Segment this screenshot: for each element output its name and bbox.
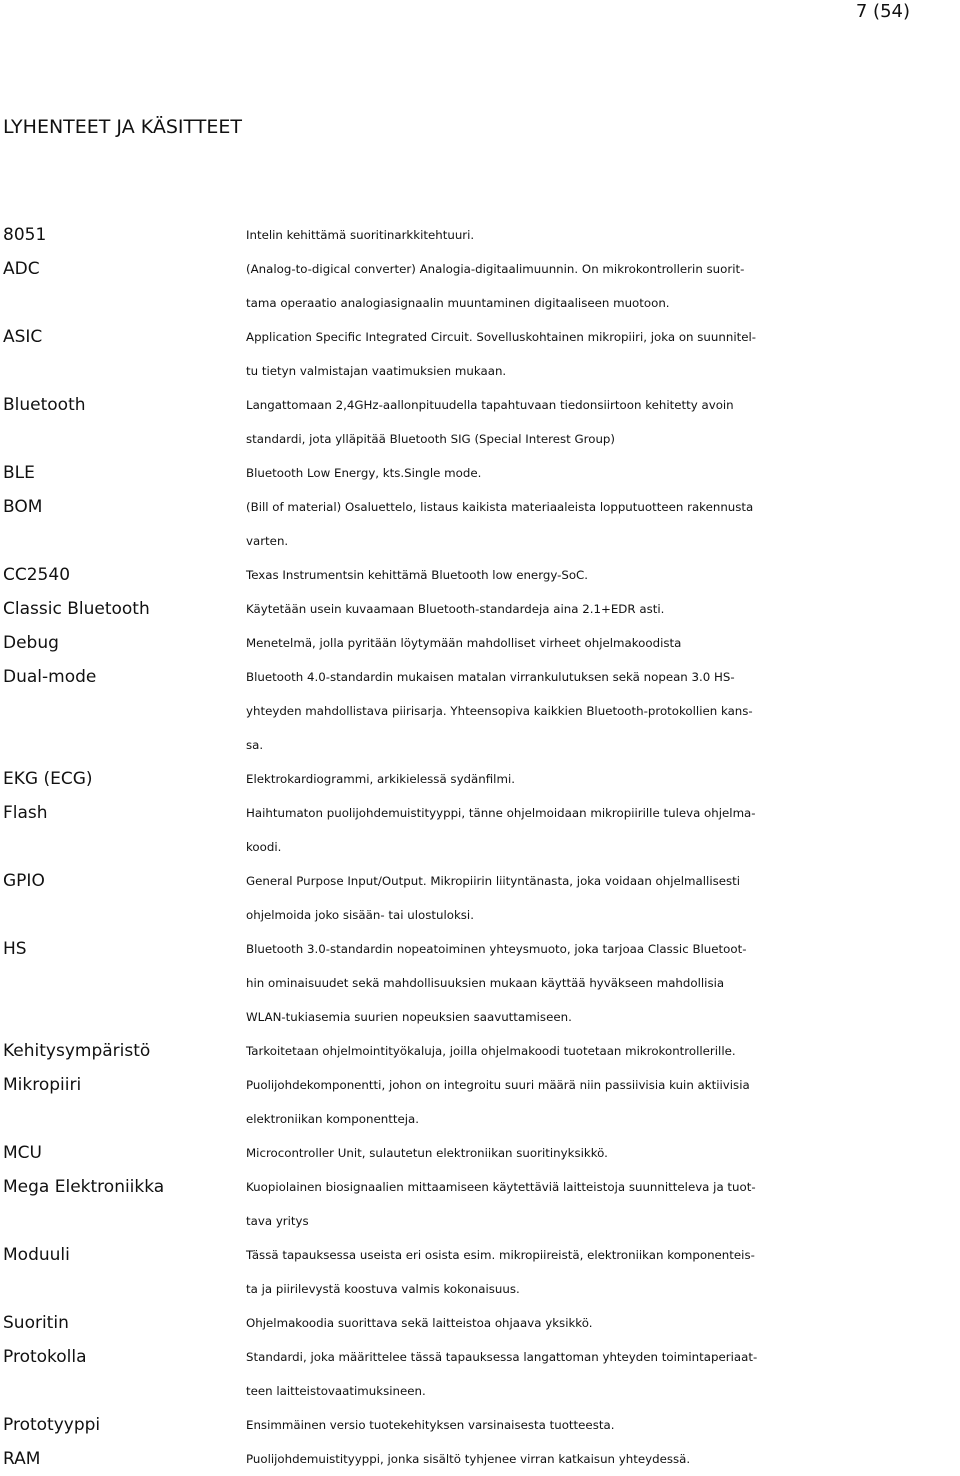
glossary-definition: [246, 762, 956, 796]
definition-line: Bluetooth 4.0-standardin mukaisen matalan virrankulutuksen sekä nopean 3.0 HS-: [246, 670, 735, 684]
glossary-entry: [0, 1034, 960, 1068]
definition-line: WLAN-tukiasemia suurien nopeuksien saavuttamiseen.: [246, 1010, 572, 1024]
glossary-term: Protokolla: [3, 1347, 87, 1367]
glossary-term: Suoritin: [3, 1313, 69, 1333]
definition-line: tama operaatio analogiasignaalin muuntaminen digitaaliseen muotoon.: [246, 296, 670, 310]
glossary-definition: [246, 1238, 956, 1306]
glossary-definition: [246, 1068, 956, 1136]
glossary-term: Kehitysympäristö: [3, 1041, 151, 1061]
definition-line: Langattomaan 2,4GHz-aallonpituudella tapahtuvaan tiedonsiirtoon kehitetty avoin: [246, 398, 734, 412]
glossary-term: ASIC: [3, 327, 43, 347]
glossary-entry: [0, 932, 960, 1034]
glossary-definition: [246, 456, 956, 490]
glossary-term: Dual-mode: [3, 667, 97, 687]
glossary-entry: [0, 1136, 960, 1170]
glossary-term: Classic Bluetooth: [3, 599, 150, 619]
definition-line: Elektrokardiogrammi, arkikielessä sydänfilmi.: [246, 772, 515, 786]
definition-line: Käytetään usein kuvaamaan Bluetooth-standardeja aina 2.1+EDR asti.: [246, 602, 665, 616]
glossary-list: [0, 218, 960, 1476]
definition-line: Bluetooth Low Energy, kts.Single mode.: [246, 466, 482, 480]
glossary-term: HS: [3, 939, 27, 959]
glossary-term: GPIO: [3, 871, 45, 891]
glossary-definition: [246, 1306, 956, 1340]
definition-line: Menetelmä, jolla pyritään löytymään mahdolliset virheet ohjelmakoodista: [246, 636, 682, 650]
glossary-entry: [0, 218, 960, 252]
glossary-definition: [246, 1034, 956, 1068]
definition-line: elektroniikan komponentteja.: [246, 1112, 419, 1126]
glossary-definition: [246, 592, 956, 626]
definition-line: ta ja piirilevystä koostuva valmis kokonaisuus.: [246, 1282, 520, 1296]
glossary-entry: [0, 558, 960, 592]
glossary-term: EKG (ECG): [3, 769, 93, 789]
glossary-definition: [246, 490, 956, 558]
glossary-term: Mega Elektroniikka: [3, 1177, 165, 1197]
glossary-definition: [246, 1136, 956, 1170]
glossary-entry: [0, 762, 960, 796]
definition-line: hin ominaisuudet sekä mahdollisuuksien mukaan käyttää hyväkseen mahdollisia: [246, 976, 725, 990]
section-heading: LYHENTEET JA KÄSITTEET: [3, 116, 243, 138]
definition-line: varten.: [246, 534, 289, 548]
definition-line: Bluetooth 3.0-standardin nopeatoiminen yhteysmuoto, joka tarjoaa Classic Bluetoot-: [246, 942, 747, 956]
glossary-definition: [246, 252, 956, 320]
glossary-entry: [0, 320, 960, 388]
glossary-definition: [246, 796, 956, 864]
glossary-entry: [0, 1170, 960, 1238]
definition-line: (Bill of material) Osaluettelo, listaus kaikista materiaaleista lopputuotteen rakennusta: [246, 500, 754, 514]
glossary-definition: [246, 218, 956, 252]
definition-line: Intelin kehittämä suoritinarkkitehtuuri.: [246, 228, 475, 242]
definition-line: ohjelmoida joko sisään- tai ulostuloksi.: [246, 908, 474, 922]
definition-line: Texas Instrumentsin kehittämä Bluetooth low energy-SoC.: [246, 568, 589, 582]
glossary-entry: [0, 1408, 960, 1442]
glossary-entry: [0, 252, 960, 320]
definition-line: yhteyden mahdollistava piirisarja. Yhteensopiva kaikkien Bluetooth-protokollien kans-: [246, 704, 753, 718]
glossary-term: Moduuli: [3, 1245, 70, 1265]
definition-line: General Purpose Input/Output. Mikropiirin liityntänasta, joka voidaan ohjelmallisesti: [246, 874, 741, 888]
definition-line: Puolijohdekomponentti, johon on integroitu suuri määrä niin passiivisia kuin aktiivisia: [246, 1078, 750, 1092]
glossary-definition: [246, 864, 956, 932]
glossary-definition: [246, 1340, 956, 1408]
glossary-entry: [0, 1068, 960, 1136]
glossary-definition: [246, 660, 956, 762]
glossary-definition: [246, 388, 956, 456]
glossary-entry: [0, 456, 960, 490]
glossary-entry: [0, 1340, 960, 1408]
definition-line: Kuopiolainen biosignaalien mittaamiseen käytettäviä laitteistoja suunnitteleva ja tuot-: [246, 1180, 756, 1194]
definition-line: teen laitteistovaatimuksineen.: [246, 1384, 426, 1398]
definition-line: (Analog-to-digical converter) Analogia-digitaalimuunnin. On mikrokontrollerin suorit-: [246, 262, 745, 276]
glossary-term: CC2540: [3, 565, 71, 585]
glossary-entry: [0, 660, 960, 762]
glossary-definition: [246, 626, 956, 660]
glossary-definition: [246, 1408, 956, 1442]
definition-line: Standardi, joka määrittelee tässä tapauksessa langattoman yhteyden toimintaperiaat-: [246, 1350, 758, 1364]
glossary-entry: [0, 490, 960, 558]
glossary-definition: [246, 932, 956, 1034]
definition-line: sa.: [246, 738, 264, 752]
glossary-term: MCU: [3, 1143, 42, 1163]
definition-line: tu tietyn valmistajan vaatimuksien mukaan.: [246, 364, 507, 378]
glossary-definition: [246, 1170, 956, 1238]
glossary-term: Mikropiiri: [3, 1075, 82, 1095]
definition-line: Haihtumaton puolijohdemuistityyppi, tänne ohjelmoidaan mikropiirille tuleva ohjelma-: [246, 806, 756, 820]
glossary-term: Flash: [3, 803, 48, 823]
glossary-term: Prototyyppi: [3, 1415, 101, 1435]
definition-line: Ohjelmakoodia suorittava sekä laitteistoa ohjaava yksikkö.: [246, 1316, 593, 1330]
glossary-entry: [0, 864, 960, 932]
glossary-term: BOM: [3, 497, 43, 517]
glossary-term: Debug: [3, 633, 59, 653]
definition-line: Tässä tapauksessa useista eri osista esim. mikropiireistä, elektroniikan komponenteis-: [246, 1248, 755, 1262]
definition-line: tava yritys: [246, 1214, 309, 1228]
definition-line: koodi.: [246, 840, 282, 854]
glossary-definition: [246, 320, 956, 388]
definition-line: standardi, jota ylläpitää Bluetooth SIG (Special Interest Group): [246, 432, 616, 446]
glossary-definition: [246, 1442, 956, 1476]
glossary-term: RAM: [3, 1449, 41, 1469]
glossary-term: BLE: [3, 463, 35, 483]
definition-line: Tarkoitetaan ohjelmointityökaluja, joilla ohjelmakoodi tuotetaan mikrokontrollerille.: [246, 1044, 736, 1058]
glossary-entry: [0, 626, 960, 660]
definition-line: Puolijohdemuistityyppi, jonka sisältö tyhjenee virran katkaisun yhteydessä.: [246, 1452, 691, 1466]
glossary-entry: [0, 388, 960, 456]
glossary-definition: [246, 558, 956, 592]
definition-line: Application Specific Integrated Circuit. Sovelluskohtainen mikropiiri, joka on suunnitel-: [246, 330, 757, 344]
glossary-term: Bluetooth: [3, 395, 86, 415]
page-number: 7 (54): [855, 1, 910, 22]
glossary-entry: [0, 1306, 960, 1340]
glossary-entry: [0, 1442, 960, 1476]
definition-line: Ensimmäinen versio tuotekehityksen varsinaisesta tuotteesta.: [246, 1418, 615, 1432]
glossary-entry: [0, 796, 960, 864]
glossary-term: ADC: [3, 259, 40, 279]
glossary-term: 8051: [3, 225, 47, 245]
glossary-entry: [0, 1238, 960, 1306]
glossary-entry: [0, 592, 960, 626]
definition-line: Microcontroller Unit, sulautetun elektroniikan suoritinyksikkö.: [246, 1146, 608, 1160]
